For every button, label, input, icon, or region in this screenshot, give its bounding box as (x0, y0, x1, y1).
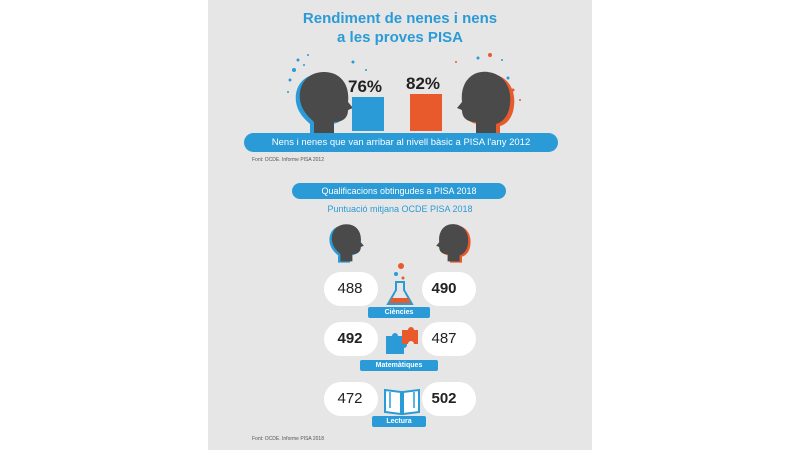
label-ciencies: Ciències (368, 307, 430, 318)
girl-head-icon (440, 64, 520, 136)
book-icon (382, 386, 422, 416)
source-2012: Font: OCDE. Informe PISA 2012 (252, 157, 324, 163)
infographic-panel (208, 0, 592, 450)
label-lectura: Lectura (372, 416, 426, 427)
score-boys-lectura: 472 (337, 390, 363, 407)
score-girls-lectura: 502 (431, 390, 457, 407)
section-title-2018: Qualificacions obtingudes a PISA 2018 (292, 183, 506, 199)
title-line-1: Rendiment de nenes i nens (302, 10, 498, 27)
score-boys-matematiques: 492 (337, 330, 363, 347)
flask-icon (386, 262, 414, 308)
boy-head-icon (326, 218, 374, 264)
bar-boys (352, 97, 384, 131)
sparkle-decoration-icon (208, 0, 592, 140)
score-girls-matematiques: 487 (431, 330, 457, 347)
bar-label-girls: 82% (406, 74, 441, 94)
score-girls-ciencies: 490 (431, 280, 457, 297)
section-subtitle-2018: Puntuació mitjana OCDE PISA 2018 (327, 204, 473, 214)
score-boys-ciencies: 488 (337, 280, 363, 297)
title-line-2: a les proves PISA (337, 29, 463, 46)
puzzle-icon (384, 328, 420, 358)
girl-head-icon (426, 218, 474, 264)
label-matematiques: Matemàtiques (360, 360, 438, 371)
source-2018: Font: OCDE. Informe PISA 2018 (252, 436, 324, 442)
bar-girls (410, 94, 442, 131)
bar-label-boys: 76% (348, 76, 383, 96)
caption-2012: Nens i nenes que van arribar al nivell bàsic a PISA l'any 2012 (244, 133, 558, 152)
